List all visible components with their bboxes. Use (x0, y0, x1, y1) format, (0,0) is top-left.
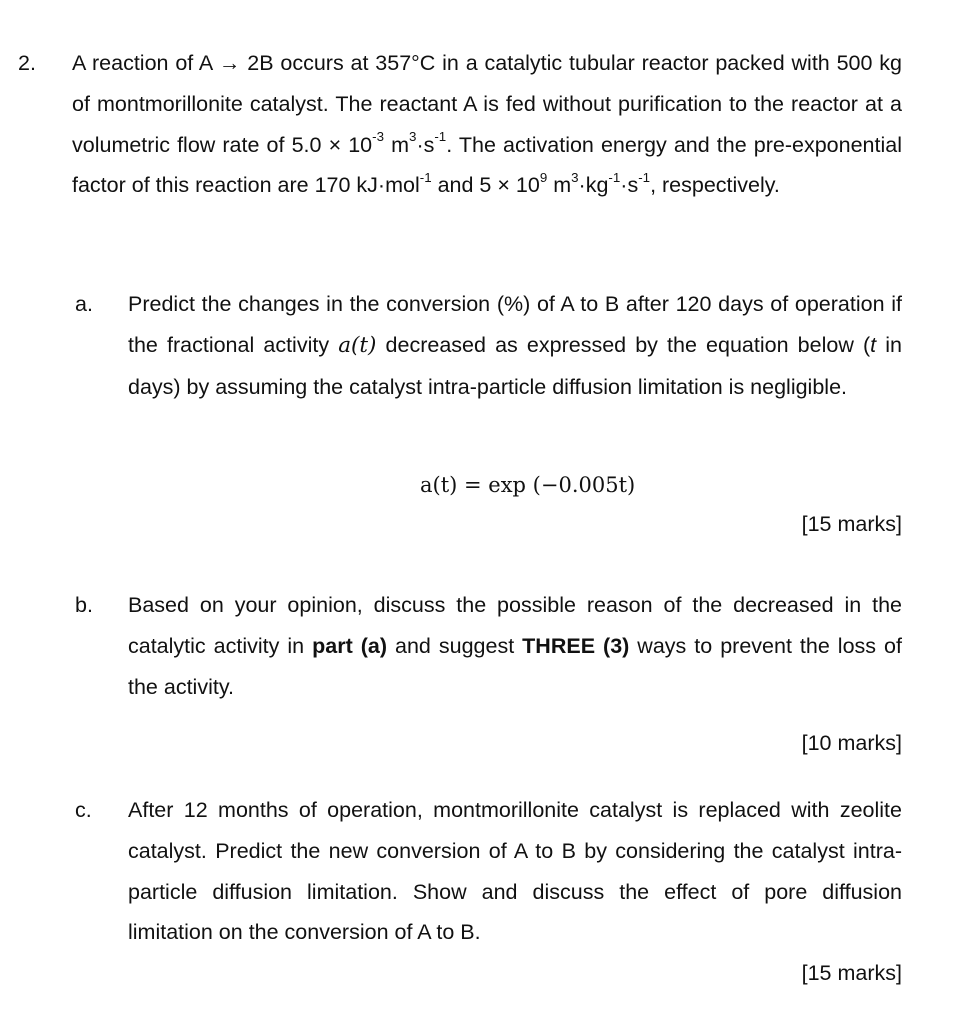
stem-text: 2B occurs at 357°C in a catalytic tubular reactor packed with 500 kg of montmorillonite catalyst. The reactant A is fed without purification to the reactor at a volumetric flow rate of 5.0 × 10 (72, 51, 903, 157)
reaction-arrow: → (218, 51, 241, 75)
superscript: 9 (539, 170, 548, 186)
part-c-letter: c. (75, 798, 92, 822)
stem-text: A reaction of A (72, 51, 219, 75)
part-a-sentence: decreased as expressed by the equation below ( (376, 332, 871, 357)
stem-text: ·s (416, 132, 435, 157)
stem-text: and 5 × 10 (431, 173, 540, 198)
part-b-marks: [10 marks] (801, 731, 902, 755)
part-b-sentence: Based on your opinion, discuss the possible reason of the decreased in the catalytic activity in (128, 593, 902, 658)
superscript: 3 (409, 129, 417, 145)
activity-symbol: a(t) (338, 332, 377, 358)
part-b-letter: b. (75, 593, 93, 617)
stem-text: ·kg (578, 173, 609, 198)
part-a-letter: a. (75, 292, 93, 316)
part-a-sentence: Predict the changes in the conversion (%) of A to B after 120 days of operation if the fractional activity (128, 292, 902, 357)
part-a-sentence: in days) by assuming the catalyst intra-particle diffusion limitation is negligible. (128, 332, 902, 399)
question-stem (72, 43, 902, 206)
part-b-sentence: ways to prevent the loss of the activity. (128, 633, 902, 699)
part-a-text (128, 284, 902, 407)
stem-text: m (384, 132, 410, 157)
part-b-sentence: and suggest (387, 633, 523, 658)
bold-reference: part (a) (312, 633, 387, 658)
part-b-text (128, 585, 902, 707)
part-c-text: After 12 months of operation, montmorillonite catalyst is replaced with zeolite catalyst. Predict the new conversion of A to B by considering the catalyst intra-particle diffusion limitation. Show and discuss the effect of pore diffusion limitation on the conversion of A to B. (128, 798, 902, 945)
superscript: -3 (372, 129, 384, 145)
stem-text: m (547, 173, 572, 198)
time-variable: t (870, 332, 877, 357)
stem-text: ·s (620, 173, 639, 198)
superscript: -1 (434, 129, 447, 145)
superscript: -1 (419, 170, 432, 186)
bold-count: THREE (3) (522, 633, 630, 658)
superscript: -1 (638, 170, 651, 186)
stem-text: , respectively. (650, 173, 780, 198)
part-c-marks: [15 marks] (801, 961, 902, 985)
activity-equation: a(t) = exp (−0.005t) (420, 473, 636, 497)
part-a-marks: [15 marks] (801, 512, 902, 536)
question-number: 2. (18, 51, 36, 75)
superscript: -1 (608, 170, 621, 186)
superscript: 3 (571, 170, 579, 186)
stem-text: . The activation energy and the pre-exponential factor of this reaction are 170 kJ·mol (72, 132, 902, 198)
